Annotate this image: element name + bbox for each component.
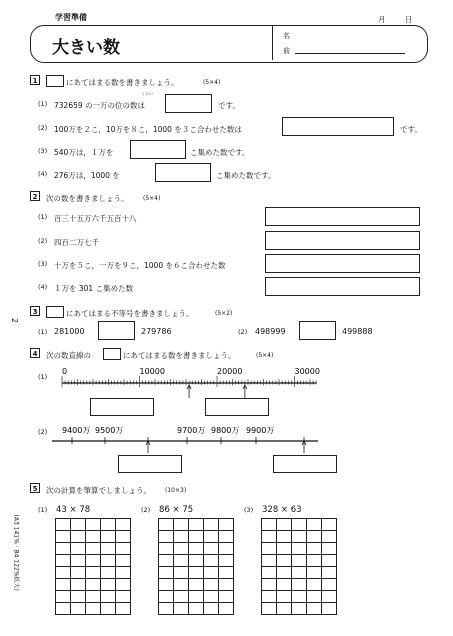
grid-cell[interactable]: [277, 579, 292, 591]
s1-item4-text: 276万は，1000 を: [54, 171, 120, 180]
grid-cell[interactable]: [219, 543, 234, 555]
section-3-instruction: にあてはまる不等号を書きましょう。: [66, 309, 194, 318]
grid-cell[interactable]: [116, 567, 131, 579]
grid-cell[interactable]: [322, 519, 337, 531]
grid-cell[interactable]: [322, 579, 337, 591]
s5-item1-expr: 43 × 78: [56, 505, 91, 515]
s1-item3-text: 540万は，１万を: [54, 148, 114, 157]
grid-cell[interactable]: [56, 543, 71, 555]
grid-cell[interactable]: [204, 519, 219, 531]
grid-cell[interactable]: [277, 531, 292, 543]
s2-item3-num: (3): [38, 260, 48, 268]
s5-item2-num: (2): [141, 506, 151, 514]
grid-cell[interactable]: [262, 567, 277, 579]
grid-cell[interactable]: [56, 555, 71, 567]
grid-cell[interactable]: [116, 579, 131, 591]
grid-cell[interactable]: [189, 603, 204, 615]
s1-item1-ruby: くらい: [141, 91, 153, 96]
month-label: 月: [378, 15, 386, 24]
s1-item4-num: (4): [38, 170, 48, 178]
grid-cell[interactable]: [101, 579, 116, 591]
grid-cell[interactable]: [262, 543, 277, 555]
grid-cell[interactable]: [86, 579, 101, 591]
grid-cell[interactable]: [219, 531, 234, 543]
grid-cell[interactable]: [204, 603, 219, 615]
s5-item1-num: (1): [38, 506, 48, 514]
s2-item1-num: (1): [38, 213, 48, 221]
grid-cell[interactable]: [86, 591, 101, 603]
grid-cell[interactable]: [219, 579, 234, 591]
s1-item2-suffix: です。: [400, 125, 422, 134]
section-3-number: 3: [30, 306, 40, 316]
grid-cell[interactable]: [322, 543, 337, 555]
s2-item4-text: １万を 301 こ集めた数: [54, 284, 134, 293]
grid-cell[interactable]: [204, 579, 219, 591]
grid-cell[interactable]: [159, 543, 174, 555]
section-4-number: 4: [30, 348, 40, 358]
s4-line2-num: (2): [38, 428, 48, 436]
grid-cell[interactable]: [86, 531, 101, 543]
grid-cell[interactable]: [101, 531, 116, 543]
s3-item1-right: 279786: [141, 327, 172, 336]
section-4-points: (5×4): [256, 352, 274, 359]
number-line-2-label: 9500万: [95, 426, 124, 435]
grid-cell[interactable]: [101, 603, 116, 615]
grid-cell[interactable]: [174, 555, 189, 567]
section-5-instruction: 次の計算を筆算でしましょう。: [46, 486, 151, 495]
grid-cell[interactable]: [189, 591, 204, 603]
s2-item3-text: 十万を５こ，一万を９こ，1000 を６こ合わせた数: [54, 261, 226, 270]
section-4-instruction: にあてはまる数を書きましょう。: [123, 351, 236, 360]
s4-line1-answer-box-2[interactable]: [205, 398, 269, 416]
s2-item4-num: (4): [38, 283, 48, 291]
s3-item2-num: (2): [238, 328, 248, 336]
grid-cell[interactable]: [219, 519, 234, 531]
s1-item2-text: 100万を２こ，10万を８こ，1000 を３こ合わせた数は: [54, 125, 242, 134]
grid-cell[interactable]: [322, 531, 337, 543]
grid-cell[interactable]: [292, 603, 307, 615]
grid-cell[interactable]: [71, 555, 86, 567]
grid-cell[interactable]: [189, 531, 204, 543]
grid-cell[interactable]: [262, 579, 277, 591]
grid-cell[interactable]: [292, 591, 307, 603]
s1-item4-suffix: こ集めた数です。: [216, 171, 276, 180]
grid-cell[interactable]: [116, 591, 131, 603]
grid-cell[interactable]: [219, 603, 234, 615]
grid-cell[interactable]: [174, 519, 189, 531]
grid-cell[interactable]: [56, 603, 71, 615]
grid-cell[interactable]: [159, 531, 174, 543]
section-1-number: 1: [30, 75, 40, 85]
grid-cell[interactable]: [56, 591, 71, 603]
grid-cell[interactable]: [262, 591, 277, 603]
grid-cell[interactable]: [56, 531, 71, 543]
grid-cell[interactable]: [322, 603, 337, 615]
number-line-2-label: 9400万: [62, 426, 91, 435]
grid-cell[interactable]: [292, 531, 307, 543]
grid-cell[interactable]: [277, 543, 292, 555]
grid-cell[interactable]: [307, 519, 322, 531]
grid-cell[interactable]: [204, 543, 219, 555]
grid-cell[interactable]: [322, 567, 337, 579]
grid-cell[interactable]: [322, 555, 337, 567]
grid-cell[interactable]: [292, 555, 307, 567]
section-2-number: 2: [30, 191, 40, 201]
grid-cell[interactable]: [292, 519, 307, 531]
number-line-1-label: 10000: [139, 367, 165, 376]
grid-cell[interactable]: [101, 519, 116, 531]
number-line-2-label: 9700万: [177, 426, 206, 435]
grid-cell[interactable]: [277, 555, 292, 567]
grid-cell[interactable]: [86, 567, 101, 579]
grid-cell[interactable]: [56, 519, 71, 531]
grid-cell[interactable]: [71, 591, 86, 603]
grid-cell[interactable]: [101, 543, 116, 555]
grid-cell[interactable]: [86, 543, 101, 555]
number-line-2-label: 9800万: [211, 426, 240, 435]
grid-cell[interactable]: [189, 579, 204, 591]
s2-item2-num: (2): [38, 237, 48, 245]
grid-cell[interactable]: [277, 591, 292, 603]
s5-item3-num: (3): [244, 506, 254, 514]
grid-cell[interactable]: [56, 567, 71, 579]
grid-cell[interactable]: [159, 567, 174, 579]
grid-cell[interactable]: [116, 603, 131, 615]
grid-cell[interactable]: [159, 579, 174, 591]
s3-item2-right: 499888: [342, 327, 373, 336]
grid-cell[interactable]: [292, 543, 307, 555]
grid-cell[interactable]: [174, 543, 189, 555]
grid-cell[interactable]: [56, 579, 71, 591]
grid-cell[interactable]: [219, 555, 234, 567]
section-3-points: (5×2): [215, 310, 233, 317]
calculation-grid-3[interactable]: [261, 518, 337, 615]
s3-item1-left: 281000: [54, 327, 85, 336]
grid-cell[interactable]: [189, 567, 204, 579]
grid-cell[interactable]: [204, 555, 219, 567]
name-label-2: 前: [283, 47, 290, 55]
grid-cell[interactable]: [307, 531, 322, 543]
grid-cell[interactable]: [116, 555, 131, 567]
grid-cell[interactable]: [204, 591, 219, 603]
grid-cell[interactable]: [189, 543, 204, 555]
grid-cell[interactable]: [262, 603, 277, 615]
s3-item1-num: (1): [38, 328, 48, 336]
grid-cell[interactable]: [71, 579, 86, 591]
s1-item1-suffix: です。: [218, 101, 240, 110]
section-4-pre: 次の数直線の: [46, 351, 91, 360]
grid-cell[interactable]: [159, 603, 174, 615]
s2-item2-text: 四百二万七千: [54, 238, 99, 247]
grid-cell[interactable]: [71, 531, 86, 543]
number-line-1-label: 20000: [217, 367, 243, 376]
grid-cell[interactable]: [116, 519, 131, 531]
section-1-points: (5×4): [203, 79, 221, 86]
calculation-grid-1[interactable]: [55, 518, 131, 615]
grid-cell[interactable]: [86, 555, 101, 567]
s5-item3-expr: 328 × 63: [262, 505, 302, 515]
number-line-2-label: 9900万: [246, 426, 275, 435]
s4-line2-answer-box-1[interactable]: [118, 455, 182, 473]
s4-line2-answer-box-2[interactable]: [273, 455, 337, 473]
s1-item1-text: 732659 の一万の位の数は: [54, 101, 146, 110]
grid-cell[interactable]: [101, 567, 116, 579]
grid-cell[interactable]: [71, 603, 86, 615]
header-label: 学習準備: [55, 13, 87, 22]
number-line-1-label: 30000: [294, 367, 320, 376]
grid-cell[interactable]: [189, 519, 204, 531]
s3-item2-left: 498999: [255, 327, 286, 336]
grid-cell[interactable]: [219, 591, 234, 603]
grid-cell[interactable]: [204, 531, 219, 543]
grid-cell[interactable]: [86, 519, 101, 531]
grid-cell[interactable]: [307, 555, 322, 567]
grid-cell[interactable]: [159, 591, 174, 603]
day-label: 日: [405, 15, 413, 24]
grid-cell[interactable]: [277, 603, 292, 615]
s1-item3-suffix: こ集めた数です。: [190, 148, 250, 157]
s5-item2-expr: 86 × 75: [159, 505, 194, 515]
grid-cell[interactable]: [262, 519, 277, 531]
number-line-1-label: 0: [62, 367, 68, 376]
section-5-number: 5: [30, 483, 40, 493]
name-label-1: 名: [283, 32, 290, 40]
print-scale-note: (A3 141% · B4 122%拡大): [12, 514, 20, 591]
grid-cell[interactable]: [204, 567, 219, 579]
calculation-grid-2[interactable]: [158, 518, 234, 615]
s4-line1-answer-box-1[interactable]: [90, 398, 154, 416]
section-1-instruction: にあてはまる数を書きましょう。: [66, 78, 179, 87]
grid-cell[interactable]: [277, 519, 292, 531]
page-number: 2: [9, 318, 19, 323]
grid-cell[interactable]: [101, 591, 116, 603]
grid-cell[interactable]: [292, 567, 307, 579]
grid-cell[interactable]: [262, 531, 277, 543]
page-title: 大きい数: [52, 38, 120, 58]
section-5-points: (10×3): [165, 487, 187, 494]
grid-cell[interactable]: [116, 543, 131, 555]
section-2-points: (5×4): [143, 195, 161, 202]
grid-cell[interactable]: [159, 519, 174, 531]
section-2-instruction: 次の数を書きましょう。: [46, 194, 129, 203]
grid-cell[interactable]: [174, 603, 189, 615]
grid-cell[interactable]: [322, 591, 337, 603]
grid-cell[interactable]: [307, 591, 322, 603]
s2-item1-text: 百三十五万六千五百十八: [54, 214, 137, 223]
grid-cell[interactable]: [307, 567, 322, 579]
grid-cell[interactable]: [219, 567, 234, 579]
grid-cell[interactable]: [262, 555, 277, 567]
grid-cell[interactable]: [159, 555, 174, 567]
grid-cell[interactable]: [174, 579, 189, 591]
grid-cell[interactable]: [277, 567, 292, 579]
s1-item1-num: (1): [38, 100, 48, 108]
s4-line1-num: (1): [38, 373, 48, 381]
grid-cell[interactable]: [292, 579, 307, 591]
s1-item2-num: (2): [38, 124, 48, 132]
grid-cell[interactable]: [189, 555, 204, 567]
grid-cell[interactable]: [174, 567, 189, 579]
grid-cell[interactable]: [71, 519, 86, 531]
grid-cell[interactable]: [116, 531, 131, 543]
grid-cell[interactable]: [86, 603, 101, 615]
grid-cell[interactable]: [174, 591, 189, 603]
grid-cell[interactable]: [71, 543, 86, 555]
grid-cell[interactable]: [174, 531, 189, 543]
s1-item3-num: (3): [38, 147, 48, 155]
grid-cell[interactable]: [101, 555, 116, 567]
grid-cell[interactable]: [307, 543, 322, 555]
grid-cell[interactable]: [71, 567, 86, 579]
grid-cell[interactable]: [307, 579, 322, 591]
grid-cell[interactable]: [307, 603, 322, 615]
